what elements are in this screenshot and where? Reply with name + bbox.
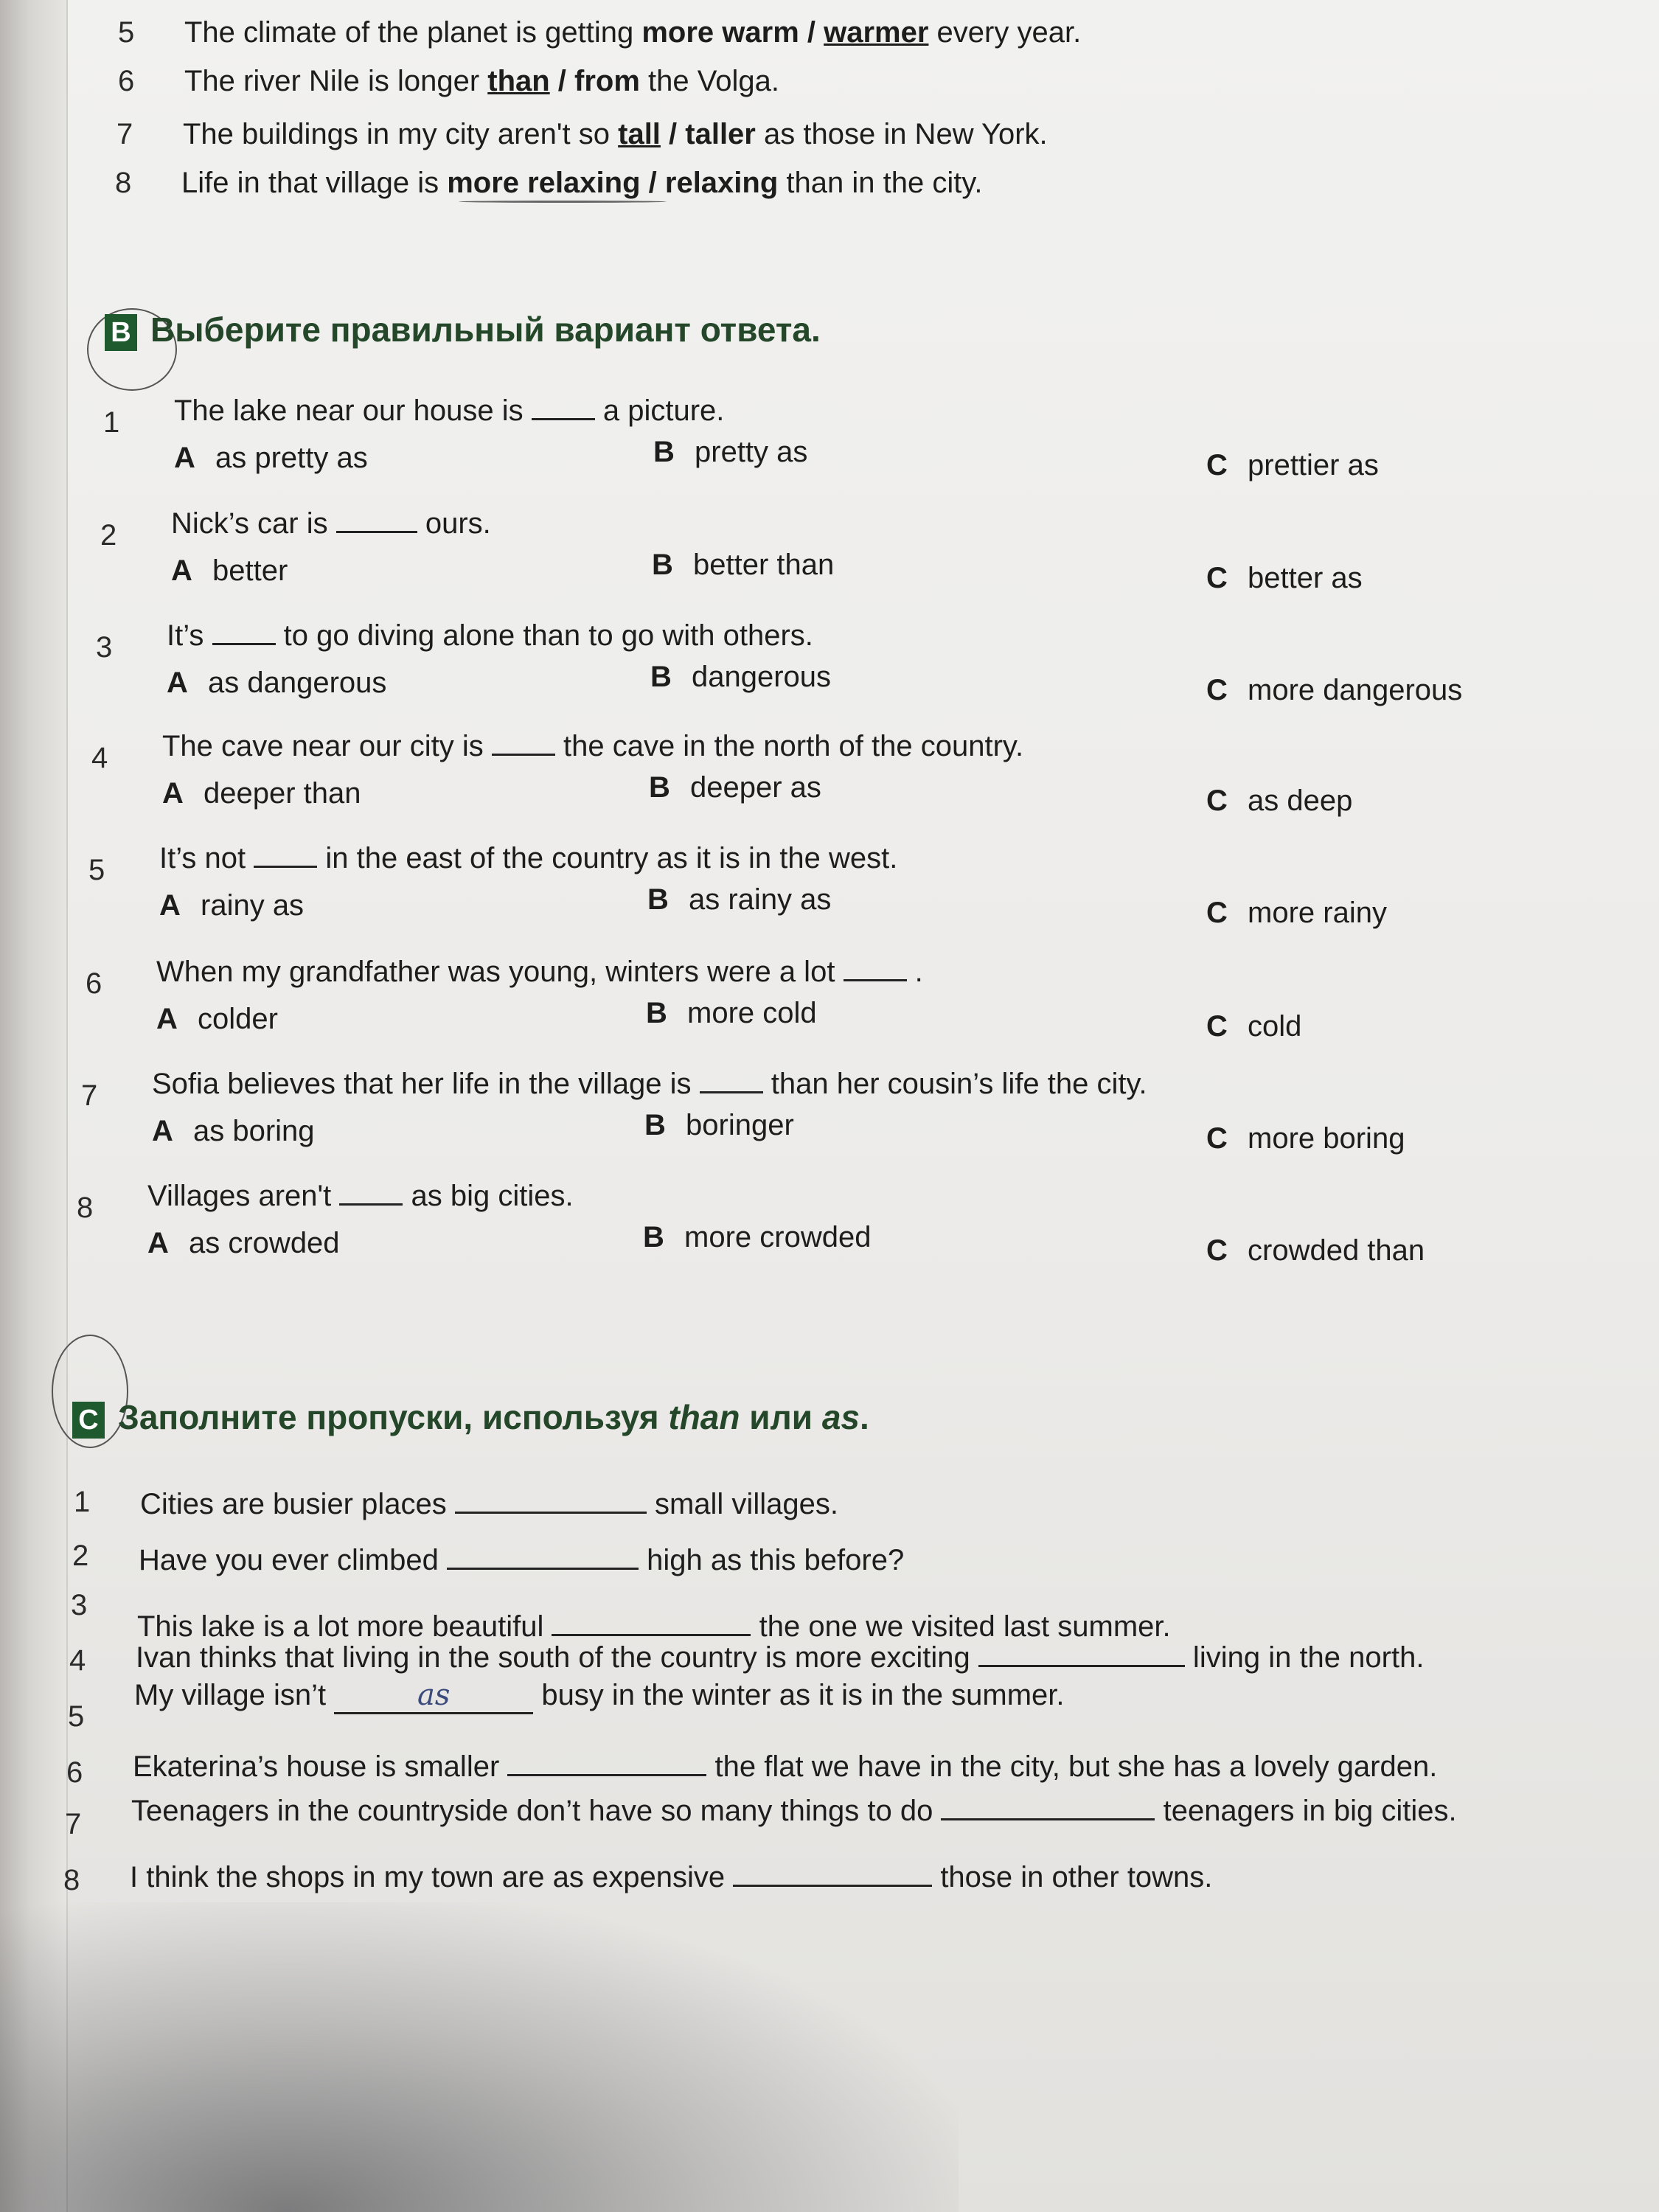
section-c-title-than: than [668,1398,740,1436]
option-text: rainy as [201,889,305,922]
option-b[interactable] [643,1221,871,1254]
fill-in-sentence [139,1544,904,1577]
sentence-start: The buildings in my city aren't so [183,118,619,150]
question-sentence [167,619,813,653]
option-a[interactable] [171,554,288,588]
option-text: deeper than [204,777,361,810]
option-letter: A [147,1227,169,1259]
sentence-start: It’s not [159,842,254,874]
option-letter: A [152,1115,173,1147]
option-a[interactable] [152,1115,315,1148]
option-text: dangerous [692,661,832,693]
item-number: 1 [74,1486,91,1518]
option-letter: B [653,436,675,468]
item-number: 8 [77,1192,94,1224]
option-letter: A [174,442,195,474]
option-text: prettier as [1248,449,1379,481]
option-separator: / [640,167,665,199]
sentence-end: than her cousin’s life the city. [762,1068,1147,1100]
sentence-end: the Volga. [639,65,779,97]
option-b[interactable] [644,1109,794,1142]
section-c-title-as: as [821,1398,860,1436]
option-letter: A [162,777,184,810]
option-c[interactable] [1206,1010,1301,1043]
question-sentence [156,956,923,989]
sentence-end: small villages. [646,1488,838,1520]
section-c-title-mid: или [740,1398,822,1436]
option-letter: B [650,661,672,693]
answer-blank[interactable] [339,1203,403,1206]
item-number: 2 [100,519,117,552]
option-a[interactable] [159,889,304,922]
section-c-title-pre: Заполните пропуски, используя [118,1398,669,1436]
option-text: more dangerous [1248,674,1463,706]
sentence-start: When my grandfather was young, winters were a lot [156,956,844,988]
answer-blank[interactable] [700,1091,763,1093]
sentence-start: The river Nile is longer [184,65,488,97]
sentence-end: in the east of the country as it is in the west. [317,842,898,874]
item-number: 8 [63,1864,80,1896]
sentence-end: the cave in the north of the country. [554,730,1024,762]
option-separator: / [549,65,575,97]
sentence-start: It’s [167,619,212,652]
sentence-start: The lake near our house is [174,394,532,427]
item-number: 7 [65,1808,82,1840]
option-b[interactable] [646,997,817,1030]
option-letter: A [171,554,192,587]
sentence-end: ours. [417,507,491,540]
item-number: 2 [72,1540,89,1572]
sentence-start: I think the shops in my town are as expensive [130,1861,734,1893]
item-number: 4 [91,742,108,774]
option-first: tall [618,118,661,150]
option-letter: B [652,549,673,581]
item-number: 3 [96,631,113,664]
option-a[interactable] [147,1227,340,1260]
item-number: 8 [115,167,132,199]
option-letter: C [1206,785,1228,817]
fill-in-sentence [130,1861,1212,1894]
option-a[interactable] [167,667,386,700]
option-b[interactable] [653,436,807,469]
sentence-end: as those in New York. [755,118,1048,150]
option-first: more relaxing [447,167,641,199]
sentence-end: to go diving alone than to go with others. [275,619,813,652]
option-letter: C [1206,674,1228,706]
sentence-start: My village isn’t [134,1679,335,1711]
sentence-start: The climate of the planet is getting [184,16,642,49]
sentence-end: as big cities. [403,1180,574,1212]
fill-in-sentence [133,1750,1437,1784]
answer-blank[interactable] [447,1568,639,1570]
item-number: 1 [103,406,120,439]
option-text: as dangerous [208,667,387,699]
option-c[interactable] [1206,897,1387,930]
option-letter: B [643,1221,664,1253]
section-c-badge: C [72,1402,105,1439]
option-first: than [487,65,550,97]
item-number: 7 [81,1079,98,1112]
sentence-end: the one we visited last summer. [751,1610,1171,1643]
sentence-end: teenagers in big cities. [1155,1795,1457,1827]
option-c[interactable] [1206,785,1352,818]
question-sentence [147,1180,574,1213]
option-letter: C [1206,562,1228,594]
fill-in-sentence [131,1795,1457,1828]
question-sentence [171,507,491,540]
section-b-title: Выберите правильный вариант ответа. [150,310,821,349]
answer-blank[interactable] [733,1885,932,1887]
sentence-start: Ekaterina’s house is smaller [133,1750,508,1783]
item-number: 6 [66,1756,83,1789]
fill-in-sentence [137,1610,1171,1644]
sentence-start: Sofia believes that her life in the village is [152,1068,700,1100]
option-letter: A [167,667,188,699]
option-c[interactable] [1206,1122,1405,1155]
option-text: more rainy [1248,897,1387,929]
option-text: better as [1248,562,1363,594]
sentence [184,65,779,98]
option-text: as rainy as [689,883,832,916]
sentence-end: the flat we have in the city, but she has a lovely garden. [706,1750,1438,1783]
sentence-start: This lake is a lot more beautiful [137,1610,552,1643]
fill-in-sentence [136,1641,1424,1674]
answer-blank[interactable] [492,754,555,756]
page-binding [0,0,68,2212]
sentence-start: Ivan thinks that living in the south of the country is more exciting [136,1641,978,1674]
option-text: as pretty as [215,442,368,474]
option-letter: B [647,883,669,916]
option-text: as boring [193,1115,315,1147]
sentence-start: Have you ever climbed [139,1544,447,1576]
sentence-end: . [906,956,923,988]
option-c[interactable] [1206,562,1363,595]
option-second: from [574,65,640,97]
option-b[interactable] [652,549,834,582]
option-separator: / [799,16,824,49]
sentence [184,16,1081,49]
question-sentence [162,730,1023,763]
option-letter: C [1206,449,1228,481]
item-number: 5 [118,16,135,49]
option-letter: C [1206,1010,1228,1043]
answer-blank[interactable] [336,531,417,533]
option-second: relaxing [664,167,779,199]
answer-blank[interactable] [254,866,317,868]
option-letter: C [1206,1122,1228,1155]
sentence-start: The cave near our city is [162,730,492,762]
option-letter: B [644,1109,666,1141]
option-text: better [212,554,288,587]
answer-blank[interactable] [532,418,595,420]
option-text: as deep [1248,785,1353,817]
handwritten-answer: as [417,1678,451,1712]
option-c[interactable] [1206,449,1379,482]
option-text: colder [198,1003,278,1035]
option-text: more boring [1248,1122,1405,1155]
option-b[interactable] [649,771,821,804]
section-c-title-post: . [860,1398,869,1436]
sentence-end: than in the city. [778,167,983,199]
sentence-end: every year. [928,16,1082,49]
option-b[interactable] [647,883,831,917]
sentence-end: living in the north. [1184,1641,1425,1674]
sentence [183,118,1048,151]
fill-in-sentence [134,1678,1065,1714]
item-number: 4 [69,1644,86,1677]
option-letter: C [1206,1234,1228,1267]
answer-blank[interactable] [978,1665,1185,1667]
answer-blank[interactable] [334,1678,533,1714]
sentence-start: Life in that village is [181,167,448,199]
answer-blank[interactable] [941,1818,1155,1820]
option-second: warmer [824,16,929,49]
option-a[interactable] [174,442,368,475]
option-text: better than [693,549,835,581]
section-b-heading [105,310,821,351]
option-a[interactable] [156,1003,278,1036]
sentence-start: Cities are busier places [140,1488,455,1520]
sentence-end: busy in the winter as it is in the summer. [533,1679,1065,1711]
question-sentence [152,1068,1147,1101]
item-number: 5 [68,1700,85,1733]
sentence-end: high as this before? [638,1544,905,1576]
sentence-start: Teenagers in the countryside don’t have so many things to do [131,1795,942,1827]
option-c[interactable] [1206,674,1462,707]
option-text: more crowded [684,1221,872,1253]
fill-in-sentence [140,1488,838,1521]
option-letter: C [1206,897,1228,929]
answer-blank[interactable] [844,979,907,981]
option-text: pretty as [695,436,808,468]
option-first: more warm [641,16,799,49]
answer-blank[interactable] [455,1512,647,1514]
option-letter: B [649,771,670,804]
option-separator: / [660,118,686,150]
item-number: 6 [118,65,135,97]
option-text: crowded than [1248,1234,1425,1267]
option-text: boringer [686,1109,794,1141]
option-c[interactable] [1206,1234,1425,1267]
option-letter: B [646,997,667,1029]
option-letter: A [159,889,181,922]
answer-blank[interactable] [552,1634,751,1636]
item-number: 5 [88,854,105,886]
option-text: cold [1248,1010,1302,1043]
sentence-end: those in other towns. [932,1861,1213,1893]
option-text: as crowded [189,1227,340,1259]
sentence [181,167,982,200]
question-sentence [174,394,724,428]
sentence-end: a picture. [594,394,725,427]
item-number: 3 [71,1589,88,1621]
handwritten-underline [459,201,667,203]
option-text: deeper as [690,771,821,804]
section-c-heading [72,1397,869,1439]
answer-blank[interactable] [507,1774,706,1776]
option-text: more cold [687,997,817,1029]
option-second: taller [685,118,756,150]
sentence-start: Nick’s car is [171,507,336,540]
option-b[interactable] [650,661,831,694]
section-b-badge: B [105,314,137,351]
question-sentence [159,842,897,875]
page-shadow [0,1902,959,2212]
item-number: 6 [86,967,102,1000]
sentence-start: Villages aren't [147,1180,340,1212]
option-a[interactable] [162,777,361,810]
answer-blank[interactable] [212,643,276,645]
option-letter: A [156,1003,178,1035]
item-number: 7 [116,118,133,150]
